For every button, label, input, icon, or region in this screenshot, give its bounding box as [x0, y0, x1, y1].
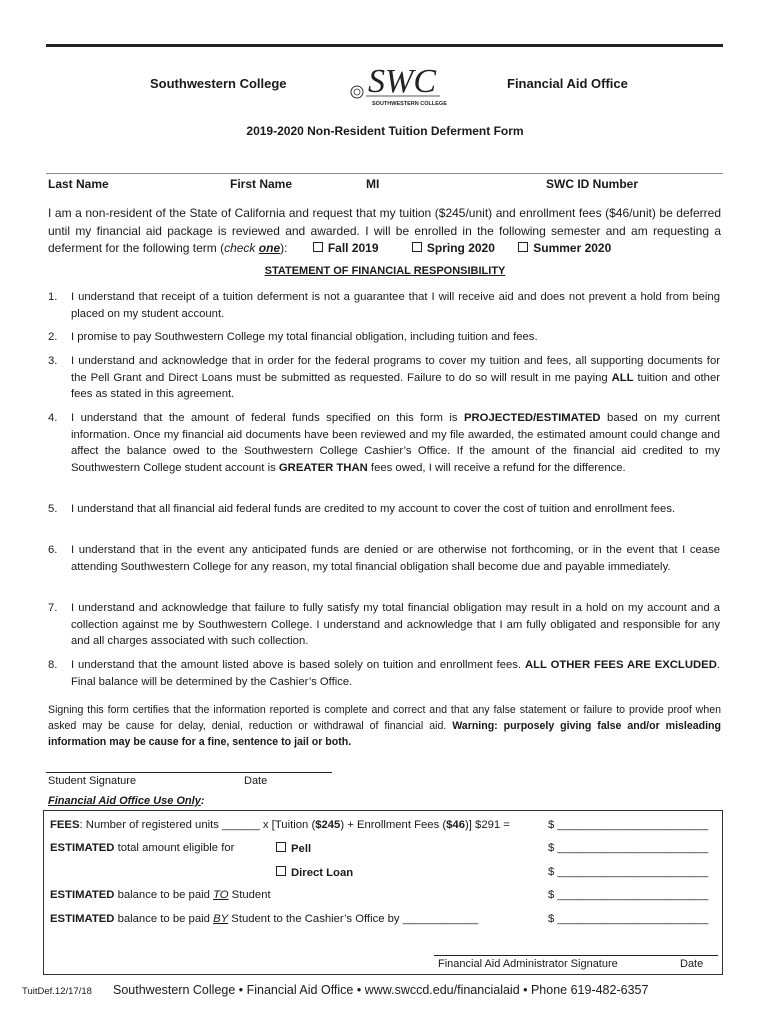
loan-amount-field[interactable]: $ ________________________ — [548, 866, 709, 878]
due-date-blank[interactable]: ____________ — [402, 913, 479, 925]
units-blank[interactable]: ______ — [222, 819, 260, 831]
checkbox-icon[interactable] — [276, 866, 286, 876]
first-name-label: First Name — [230, 177, 293, 191]
statement-item-3: 3. I understand and acknowledge that in order for the federal programs to cover my tuition and fees, all supporting documents for the Pell Grant and Direct Loans must be submitted as requested. Failure to do so will result in me paying ALL tuition and other fees as stated in this agreement. — [48, 355, 720, 400]
admin-signature-line[interactable] — [434, 955, 718, 956]
swc-logo — [348, 54, 448, 108]
statement-item-5: 5. I understand that all financial aid federal funds are credited to my account to cover the cost of tuition and enrollment fees. — [48, 503, 676, 515]
student-signature-label: Student Signature — [48, 775, 137, 787]
pell-option[interactable]: Pell — [276, 842, 311, 855]
direct-loan-option[interactable]: Direct Loan — [276, 866, 353, 879]
balance-to-student-row: ESTIMATED balance to be paid TO Student — [50, 889, 271, 901]
student-signature-line[interactable] — [46, 772, 332, 773]
statement-item-6: 6. I understand that in the event any anticipated funds are denied or are otherwise not forthcoming, or in the event that I cease attending Southwestern College for any reason, my total financial obligation shall become due and payable immediately. — [48, 544, 720, 573]
term-summer[interactable]: Summer 2020 — [518, 241, 611, 255]
student-date-label: Date — [244, 775, 268, 787]
statement-item-7: 7. I understand and acknowledge that failure to fully satisfy my total financial obligation may result in a hold on my account and a collection against me by Southwestern College. I understand and acknowledge that I am fully obligated and responsible for any and all charges associated with such collection. — [48, 602, 720, 647]
logo-caption: SOUTHWESTERN COLLEGE — [372, 101, 447, 107]
checkbox-icon[interactable] — [412, 242, 422, 252]
statement-item-4: 4. I understand that the amount of federal funds specified on this form is PROJECTED/ESTIMATED based on my current information. Once my financial aid documents have been reviewed and my file awarded, the estimated amount could change and affect the balance owed to the Southwestern College Cashier’s Office. If the amount of the financial aid credited to my Southwestern College student account is GREATER THAN fees owed, I will receive a refund for the difference. — [48, 412, 720, 474]
form-title: 2019-2020 Non-Resident Tuition Deferment Form — [246, 124, 524, 138]
office-name: Financial Aid Office — [507, 76, 628, 91]
checkbox-icon[interactable] — [276, 842, 286, 852]
checkbox-icon[interactable] — [518, 242, 528, 252]
fees-amount-field[interactable]: $ ________________________ — [548, 819, 709, 831]
statement-item-2: 2. I promise to pay Southwestern College my total financial obligation, including tuition and fees. — [48, 331, 538, 343]
name-line — [46, 173, 723, 174]
statement-item-8: 8. I understand that the amount listed above is based solely on tuition and enrollment fees. ALL OTHER FEES ARE EXCLUDED. Final balance will be determined by the Cashier’s Office. — [48, 659, 720, 688]
admin-signature-label: Financial Aid Administrator Signature — [438, 958, 618, 970]
term-fall[interactable]: Fall 2019 — [313, 241, 379, 255]
intro-text: I am a non-resident of the State of California and request that my tuition ($245/unit) and enrollment fees ($46/unit) be deferred until my financial aid package is reviewed and awarded. I will be enrolled in the following semester and am requesting a deferment for the following term ( — [48, 206, 721, 255]
pell-amount-field[interactable]: $ ________________________ — [548, 842, 709, 854]
footer-contact: Southwestern College • Financial Aid Office • www.swccd.edu/financialaid • Phone 619-482-6357 — [113, 983, 649, 997]
intro-one: one — [258, 241, 281, 255]
college-name: Southwestern College — [150, 76, 287, 91]
last-name-label: Last Name — [48, 177, 109, 191]
statement-item-1: 1. I understand that receipt of a tuition deferment is not a guarantee that I will receive aid and does not prevent a hold from being placed on my student account. — [48, 291, 720, 320]
admin-date-label: Date — [680, 958, 704, 970]
intro-check: check — [224, 241, 256, 255]
logo-letters: SWC — [368, 63, 436, 100]
balance-by-student-row: ESTIMATED balance to be paid BY Student to the Cashier’s Office by ____________ — [50, 913, 479, 925]
intro-paragraph: I am a non-resident of the State of California and request that my tuition ($245/unit) and enrollment fees ($46/unit) be deferred until my financial aid package is reviewed and awarded. I will be enrolled in the following semester and am requesting a deferment for the following term (check one): Fall 2019 Spring 2020 Summer 2020 — [48, 206, 721, 255]
mi-label: MI — [366, 177, 380, 191]
warning-text: Warning: purposely giving false and/or misleading information may be cause for a fine, sentence to jail or both. — [48, 720, 721, 748]
top-rule — [46, 44, 723, 47]
statement-heading: STATEMENT OF FINANCIAL RESPONSIBILITY — [264, 265, 506, 277]
form-code: TuitDef.12/17/18 — [22, 986, 92, 997]
eligible-row: ESTIMATED total amount eligible for — [50, 842, 235, 854]
fees-row: FEES: Number of registered units ______ x [Tuition ($245) + Enrollment Fees ($46)] $291 = — [50, 819, 510, 831]
balance-to-student-field[interactable]: $ ________________________ — [548, 889, 709, 901]
logo-mark-icon — [348, 54, 448, 108]
balance-by-student-field[interactable]: $ ________________________ — [548, 913, 709, 925]
swc-id-label: SWC ID Number — [546, 177, 639, 191]
certification-text: Signing this form certifies that the information reported is complete and correct and that any false statement or failure to provide proof when asked may be cause for delay, denial, reduction or withdrawal of financial aid. Warning: purposely giving false and/or misleading information may be cause for a fine, sentence to jail or both. — [48, 704, 721, 748]
checkbox-icon[interactable] — [313, 242, 323, 252]
office-use-heading: Financial Aid Office Use Only: — [48, 795, 205, 807]
term-spring[interactable]: Spring 2020 — [412, 241, 495, 255]
